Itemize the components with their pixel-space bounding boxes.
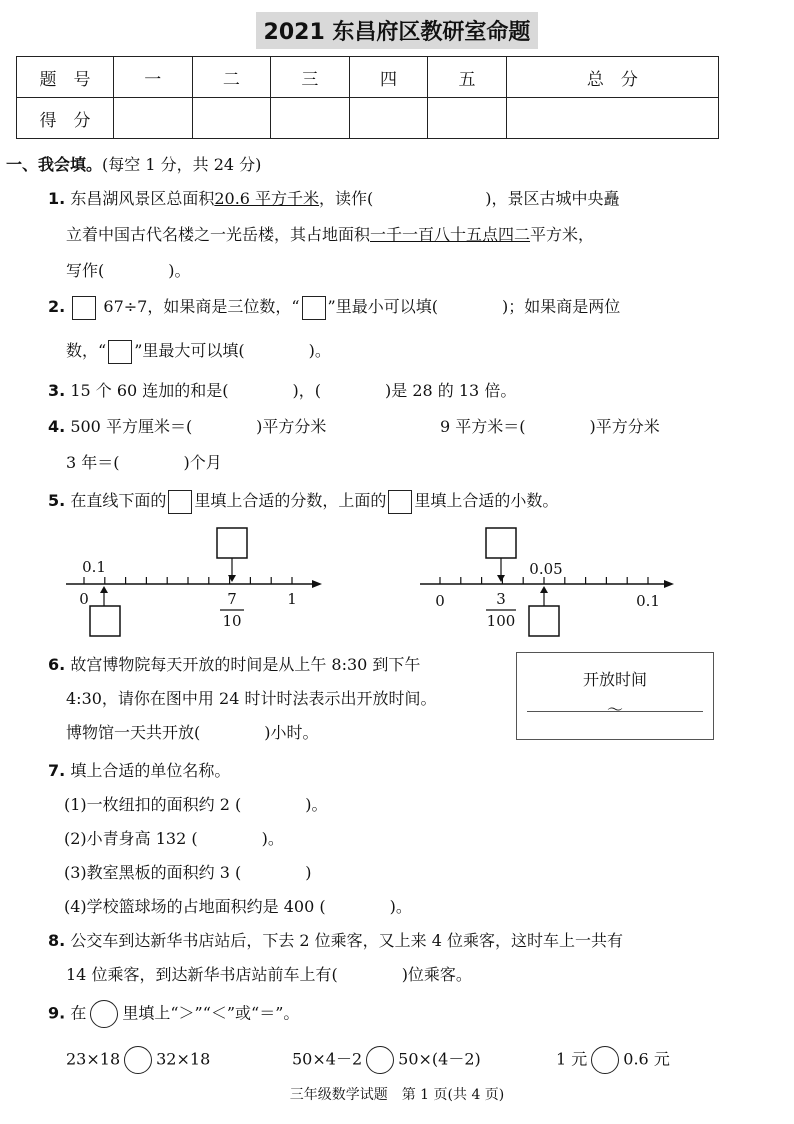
q7-item: (3)教室黑板的面积约 3 ( ) (64, 863, 312, 882)
q2-line1 (48, 294, 620, 320)
q5-text: 里填上合适的分数，上面的 (194, 491, 387, 510)
question-number: 7. (48, 761, 66, 780)
score-table (16, 56, 719, 139)
answer-box[interactable] (72, 296, 96, 320)
q1-line1 (48, 186, 620, 209)
axis-arrow (312, 580, 322, 588)
q1-text: 平方米， (530, 225, 595, 244)
question-number: 2. (48, 297, 66, 316)
section-1-heading (6, 152, 261, 175)
q6-text: 故宫博物院每天开放的时间是从上午 8:30 到下午 (70, 655, 421, 674)
q1-text: 东昌湖风景区总面积 (70, 189, 215, 208)
q7-item: (2)小青身高 132 ( )。 (64, 829, 284, 848)
expr-right: 50×(4－2) (398, 1049, 481, 1069)
opening-hours-box (516, 652, 714, 740)
score-row-label: 得 分 (17, 98, 114, 139)
question-number: 9. (48, 1003, 66, 1023)
answer-box-top[interactable] (217, 528, 247, 558)
score-cell[interactable] (349, 98, 428, 139)
q1-line2 (66, 222, 594, 245)
q8-line2: 14 位乘客，到达新华书店站前车上有( )位乘客。 (66, 965, 472, 984)
zero-label: 0 (79, 590, 89, 608)
answer-box-bottom[interactable] (529, 606, 559, 636)
compare-circle[interactable] (591, 1046, 619, 1074)
q1-line3: 写作( )。 (66, 261, 191, 280)
question-number: 1. (48, 189, 66, 208)
q9-compare-1 (66, 1046, 210, 1074)
circle-symbol (90, 1000, 118, 1028)
q1-underlined-words: 一千一百八十五点四二 (370, 225, 531, 244)
q4-line1 (48, 414, 326, 437)
section-note: (每空 1 分，共 24 分) (102, 155, 262, 174)
score-header-cell: 一 (114, 57, 193, 98)
q2-line2 (66, 338, 331, 364)
fraction-numerator: 7 (227, 590, 237, 608)
box-symbol (388, 490, 412, 514)
score-header-cell: 五 (428, 57, 507, 98)
question-number: 8. (48, 931, 66, 950)
compare-circle[interactable] (366, 1046, 394, 1074)
answer-box[interactable] (302, 296, 326, 320)
arrow-head (540, 586, 548, 593)
q5-line (48, 488, 558, 514)
arrow-head (100, 586, 108, 593)
exam-title-wrap (0, 12, 794, 49)
end-label: 0.1 (636, 592, 660, 610)
q4-part-a: 500 平方厘米＝( )平方分米 (70, 417, 327, 436)
tick-group (84, 577, 292, 584)
fraction-numerator: 3 (496, 590, 506, 608)
top-label: 0.05 (529, 560, 563, 578)
score-table-score-row (17, 98, 719, 139)
q2-text: 67÷7，如果商是三位数，“ (103, 297, 300, 316)
tick-group (440, 577, 648, 584)
fraction-denominator: 10 (222, 612, 242, 630)
q9-text: 在 (70, 1003, 87, 1023)
tilde-symbol: ～ (606, 700, 623, 719)
number-line-2 (414, 522, 682, 642)
q9-line (48, 1000, 299, 1028)
score-cell[interactable] (271, 98, 350, 139)
question-number: 5. (48, 491, 66, 510)
zero-label: 0 (435, 592, 445, 610)
fraction-denominator: 100 (486, 612, 516, 630)
answer-blank-line[interactable] (527, 711, 703, 712)
q4-part-b: 9 平方米＝( )平方分米 (440, 417, 660, 436)
score-header-cell: 四 (349, 57, 428, 98)
score-cell[interactable] (428, 98, 507, 139)
q9-compare-3 (556, 1046, 670, 1074)
q7-line (48, 758, 230, 781)
score-header-cell: 三 (271, 57, 350, 98)
q3-text: 15 个 60 连加的和是( )，( )是 28 的 13 倍。 (70, 381, 517, 400)
exam-title: 2021 东昌府区教研室命题 (256, 12, 539, 49)
q7-item: (1)一枚纽扣的面积约 2 ( )。 (64, 795, 328, 814)
opening-hours-title: 开放时间 (582, 670, 647, 689)
q7-text: 填上合适的单位名称。 (70, 761, 231, 780)
top-label: 0.1 (82, 558, 106, 576)
question-number: 6. (48, 655, 66, 674)
expr-right: 32×18 (156, 1049, 211, 1069)
section-title: 一、我会填。 (6, 155, 103, 174)
q2-text: ”里最小可以填( )；如果商是两位 (327, 297, 621, 316)
score-header-cell: 总 分 (506, 57, 718, 98)
score-header-cell: 二 (192, 57, 271, 98)
answer-box-bottom[interactable] (90, 606, 120, 636)
q4-part-c: 3 年＝( )个月 (66, 453, 222, 472)
q1-text: 立着中国古代名楼之一光岳楼，其占地面积 (66, 225, 371, 244)
q2-text: ”里最大可以填( )。 (134, 341, 331, 360)
q1-text: ，读作( )，景区古城中央矗 (319, 189, 620, 208)
box-symbol (168, 490, 192, 514)
q9-compare-2 (292, 1046, 481, 1074)
score-header-cell: 题 号 (17, 57, 114, 98)
score-cell[interactable] (192, 98, 271, 139)
q8-line1 (48, 928, 623, 951)
arrow-head (497, 575, 505, 582)
q2-text: 数，“ (66, 341, 107, 360)
score-cell[interactable] (114, 98, 193, 139)
q7-item: (4)学校篮球场的占地面积约是 400 ( )。 (64, 897, 412, 916)
answer-box-top[interactable] (486, 528, 516, 558)
expr-left: 50×4－2 (292, 1049, 363, 1069)
one-label: 1 (287, 590, 297, 608)
score-table-header-row (17, 57, 719, 98)
answer-box[interactable] (108, 340, 132, 364)
q3-line (48, 378, 516, 401)
expr-left: 23×18 (66, 1049, 121, 1069)
q1-underlined-value: 20.6 平方千米 (214, 189, 320, 208)
page-footer: 三年级数学试题 第 1 页(共 4 页) (289, 1087, 505, 1103)
q5-text: 里填上合适的小数。 (414, 491, 559, 510)
compare-circle[interactable] (124, 1046, 152, 1074)
axis-arrow (664, 580, 674, 588)
q6-line2: 4:30，请你在图中用 24 时计时法表示出开放时间。 (66, 689, 437, 708)
q6-line3: 博物馆一天共开放( )小时。 (66, 723, 319, 742)
q6-line1 (48, 652, 420, 675)
q8-text: 公交车到达新华书店站后，下去 2 位乘客，又上来 4 位乘客，这时车上一共有 (70, 931, 624, 950)
expr-right: 0.6 元 (623, 1049, 670, 1069)
expr-left: 1 元 (556, 1049, 588, 1069)
number-line-1 (60, 522, 330, 642)
q5-text: 在直线下面的 (70, 491, 167, 510)
question-number: 3. (48, 381, 66, 400)
q9-text: 里填上“＞”“＜”或“＝”。 (122, 1003, 300, 1023)
question-number: 4. (48, 417, 66, 436)
score-cell[interactable] (506, 98, 718, 139)
